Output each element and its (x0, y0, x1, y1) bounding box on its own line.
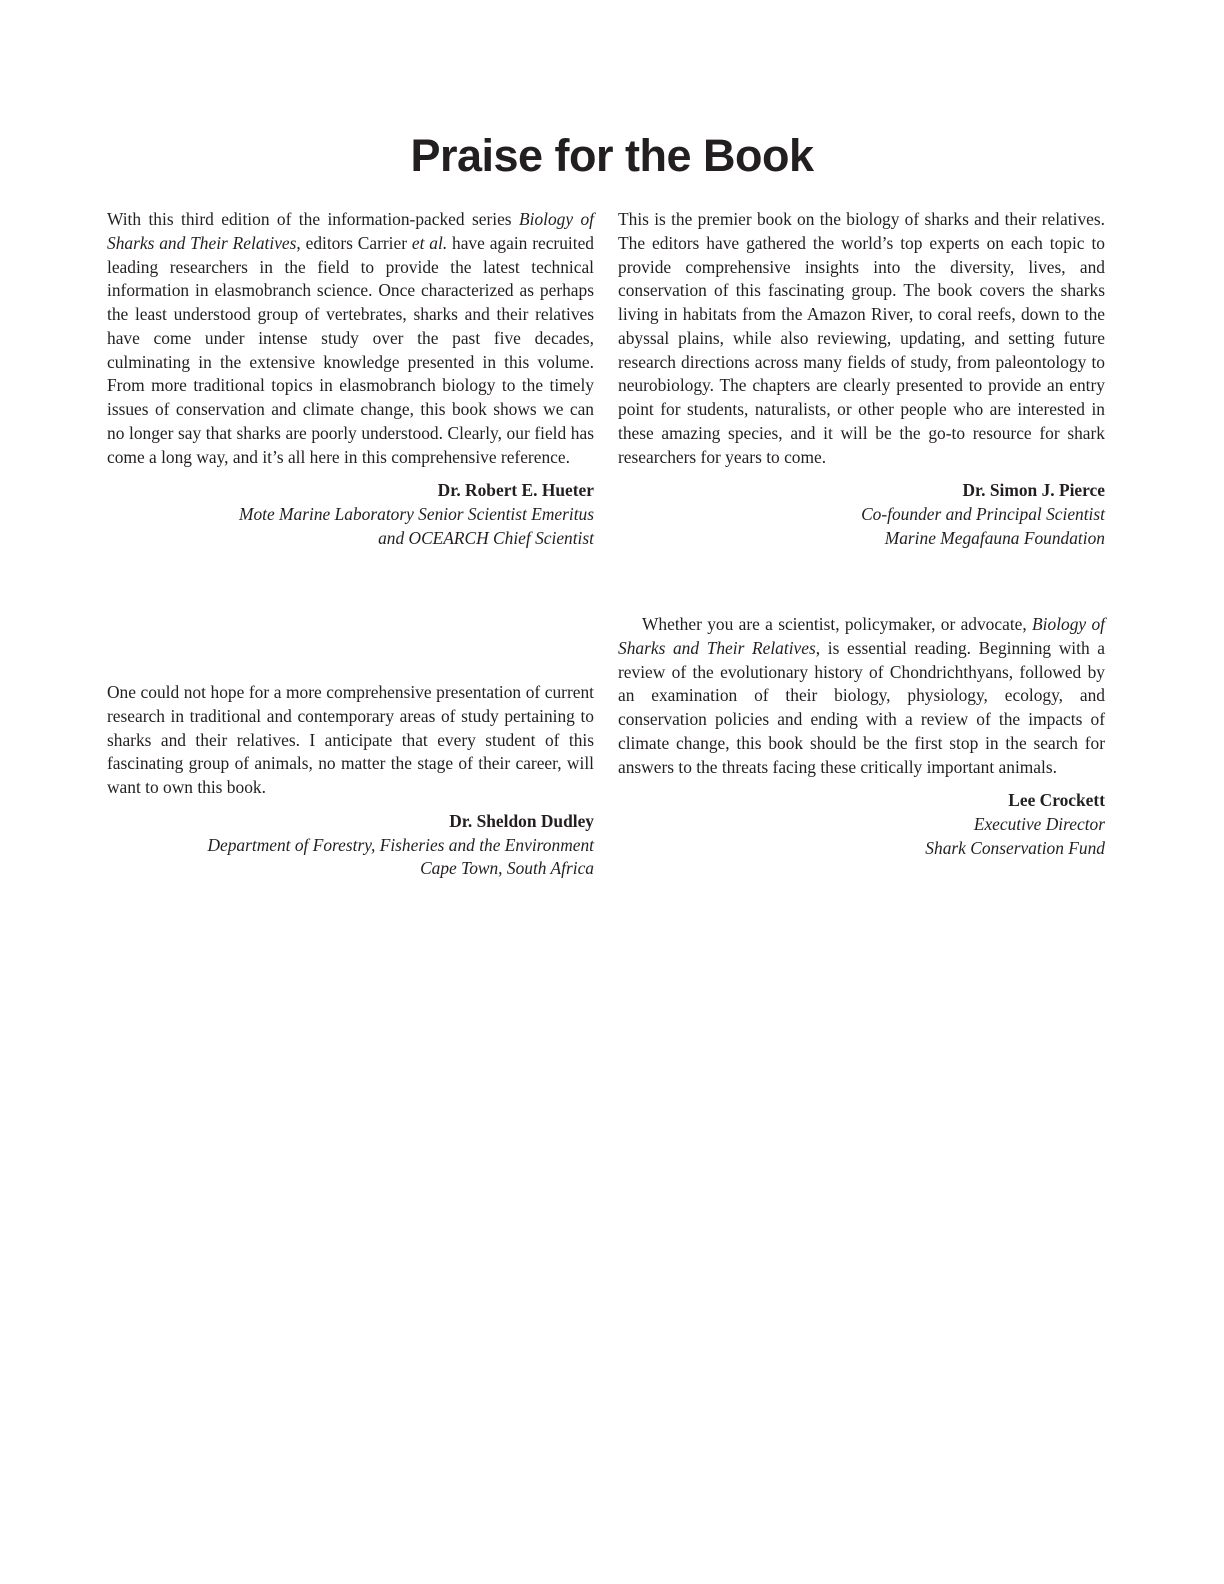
reviewer-affiliation: Mote Marine Laboratory Senior Scientist Emeritus (238, 504, 594, 524)
review-attribution (618, 789, 1105, 860)
reviewer-affiliation: Marine Megafauna Foundation (884, 527, 1105, 548)
review-text: One could not hope for a more comprehensive presentation of current research in traditional and contemporary areas of study pertaining to sharks and their relatives. I anticipate that every student of this fascinating group of animals, no matter the stage of their career, will want to own this book. (107, 682, 594, 797)
review-attribution (618, 479, 1105, 550)
reviewer-affiliation: Department of Forestry, Fisheries and the Environment (207, 834, 594, 855)
page-title: Praise for the Book (410, 130, 814, 181)
review-pierce (618, 208, 1105, 551)
book-title-italic: Biology of Sharks and Their Relatives (107, 209, 594, 253)
reviewer-affiliation: and OCEARCH Chief Scientist (378, 527, 594, 548)
review-text-part: , is essential reading. Beginning with a review of the evolutionary history of Chondrichthyans, followed by an examination of their biology, physiology, ecology, and conservation policies and ending with a review of the impacts of climate change, this book should be the first stop in the search for answers to the threats facing these critically important animals. (618, 637, 1105, 777)
review-text-part: have again recruited leading researchers in the field to provide the latest technical information in elasmobranch science. Once characterized as perhaps the least understood group of vertebrates, sharks and their relatives have come under intense study over the past five decades, culminating in the extensive knowledge presented in this volume. From more traditional topics in elasmobranch biology to the timely issues of conservation and climate change, this book shows we can no longer say that sharks are poorly understood. Clearly, our field has come a long way, and it’s all here in this comprehensive reference. (107, 232, 595, 467)
book-title-italic: Biology of Sharks and Their Relatives (618, 614, 1105, 658)
reviewer-affiliation: Shark Conservation Fund (925, 837, 1105, 858)
reviewer-name: Lee Crockett (1008, 790, 1105, 811)
review-dudley (107, 681, 594, 881)
reviewer-name: Dr. Sheldon Dudley (449, 810, 594, 831)
review-text (618, 613, 1105, 779)
review-attribution (107, 479, 594, 550)
reviewer-affiliation: Cape Town, South Africa (420, 858, 594, 879)
review-hueter (107, 208, 594, 551)
reviewer-name: Dr. Robert E. Hueter (437, 480, 594, 501)
reviewer-name: Dr. Simon J. Pierce (962, 480, 1105, 501)
review-text-part: With this third edition of the information-packed series (107, 209, 519, 229)
review-text-part: Whether you are a scientist, policymaker, or advocate, (642, 614, 1033, 634)
review-text (107, 208, 594, 469)
review-attribution (107, 810, 594, 881)
et-al-italic: et al. (411, 232, 448, 253)
review-text-part: , editors Carrier (296, 232, 412, 253)
reviewer-affiliation: Co-founder and Principal Scientist (861, 504, 1105, 524)
review-text: This is the premier book on the biology of sharks and their relatives. The editors have gathered the world’s top experts on each topic to provide comprehensive insights into the diversity, lives, and conservation of this fascinating group. The book covers the sharks living in habitats from the Amazon River, to coral reefs, down to the abyssal plains, while also reviewing, updating, and setting future research directions across many fields of study, from paleontology to neurobiology. The chapters are clearly presented to provide an entry point for students, naturalists, or other people who are interested in these amazing species, and it will be the go-to resource for shark researchers for years to come. (618, 209, 1105, 467)
review-crockett (618, 613, 1105, 861)
reviewer-affiliation: Executive Director (973, 814, 1105, 834)
